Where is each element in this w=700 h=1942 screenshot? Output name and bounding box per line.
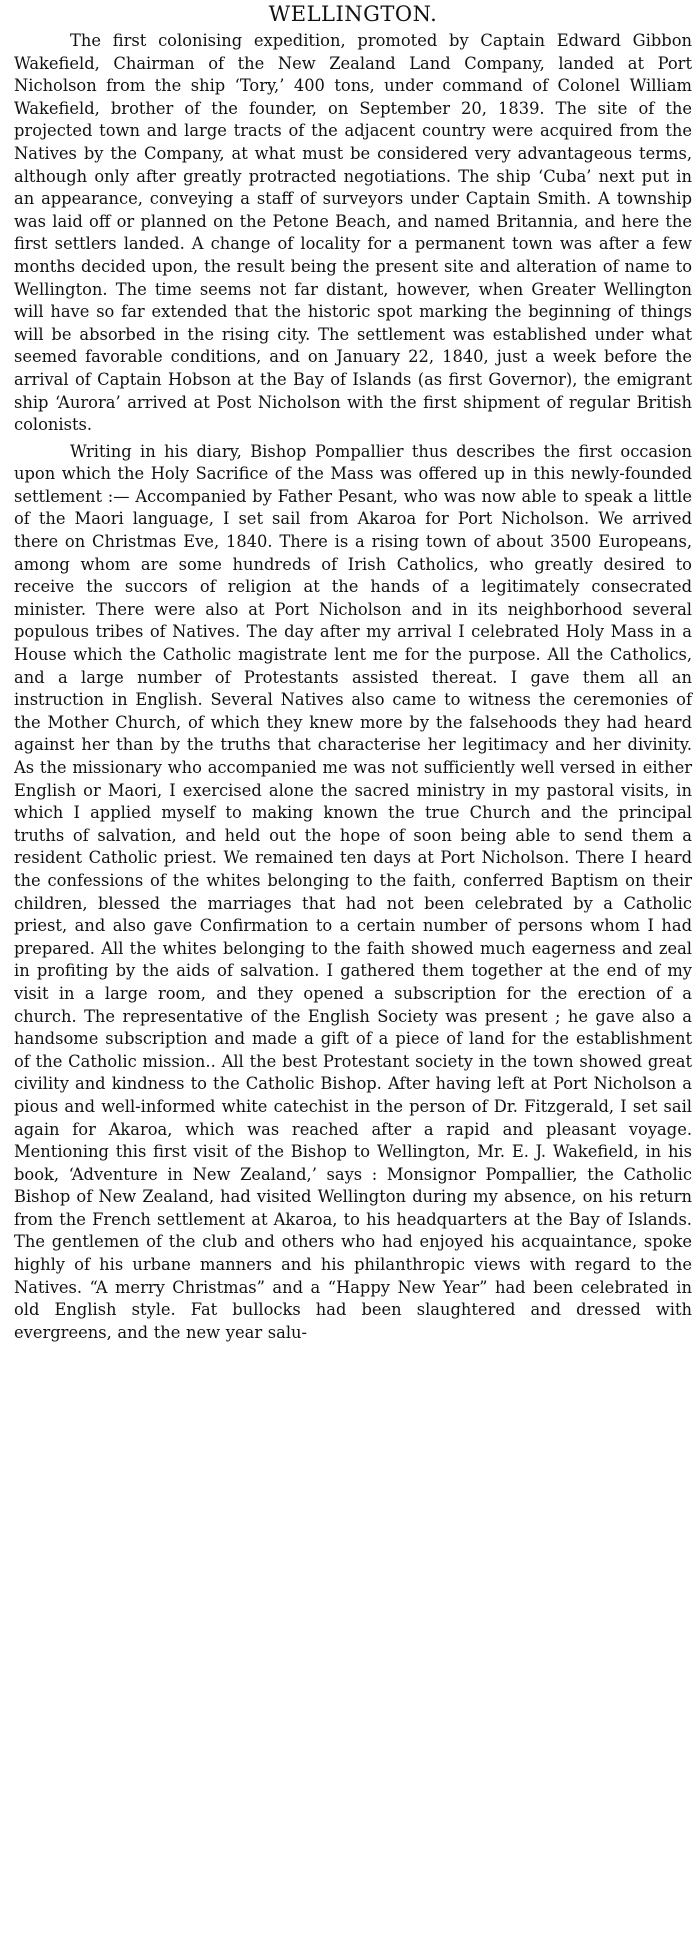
article-title: WELLINGTON. bbox=[268, 2, 438, 26]
article-paragraph-pompallier-diary: Writing in his diary, Bishop Pompallier thus describes the first occasion upon which the Holy Sacrifice of the Mass was offered up in this newly-founded settlement :— Accompanied by Father Pesant, who was now able to speak a little of the Maori language, I set sail from Akaroa for Port Nicholson. We arrived there on Christmas Eve, 1840. There is a rising town of about 3500 Europeans, among whom are some hundreds of Irish Catholics, who greatly desired to receive the succors of religion at the hands of a legitimately consecrated minister. There were also at Port Nicholson and in its neighborhood several populous tribes of Natives. The day after my arrival I celebrated Holy Mass in a House which the Catholic magistrate lent me for the purpose. All the Catholics, and a large number of Protestants assisted thereat. I gave them all an instruction in English. Several Natives also came to witness the ceremonies of the Mother Church, of which they knew more by the falsehoods they had heard against her than by the truths that characterise her legitimacy and her divinity. As the missionary who accompanied me was not sufficiently well versed in either English or Maori, I exercised alone the sacred ministry in my pastoral visits, in which I applied myself to making known the true Church and the principal truths of salvation, and held out the hope of soon being able to send them a resident Catholic priest. We remained ten days at Port Nicholson. There I heard the confessions of the whites belonging to the faith, conferred Baptism on their children, blessed the marriages that had not been celebrated by a Catholic priest, and also gave Confirmation to a certain number of persons whom I had prepared. All the whites belonging to the faith showed much eagerness and zeal in profiting by the aids of salvation. I gathered them together at the end of my visit in a large room, and they opened a subscription for the erection of a church. The representative of the English Society was present ; he gave also a handsome subscription and made a gift of a piece of land for the establishment of the Catholic mission.. All the best Protestant society in the town showed great civility and kindness to the Catholic Bishop. After having left at Port Nicholson a pious and well-informed white catechist in the person of Dr. Fitzgerald, I set sail again for Akaroa, which was reached after a rapid and pleasant voyage. Mentioning this first visit of the Bishop to Wellington, Mr. E. J. Wakefield, in his book, ‘Adventure in New Zealand,’ says : Monsignor Pompallier, the Catholic Bishop of New Zealand, had visited Wellington during my absence, on his return from the French settlement at Akaroa, to his headquarters at the Bay of Islands. The gentlemen of the club and others who had enjoyed his acquaintance, spoke highly of his urbane manners and his philanthropic views with regard to the Natives. “A merry Christmas” and a “Happy New Year” had been celebrated in old English style. Fat bullocks had been slaughtered and dressed with evergreens, and the new year salu- bbox=[14, 441, 692, 1342]
article-paragraph-founding: The first colonising expedition, promoted by Captain Edward Gibbon Wakefield, Chairman of the New Zealand Land Company, landed at Port Nicholson from the ship ‘Tory,’ 400 tons, under command of Colonel William Wakefield, brother of the founder, on September 20, 1839. The site of the projected town and large tracts of the adjacent country were acquired from the Natives by the Company, at what must be considered very advantageous terms, although only after greatly protracted negotiations. The ship ‘Cuba’ next put in an appearance, conveying a staff of surveyors under Captain Smith. A township was laid off or planned on the Petone Beach, and named Britannia, and here the first settlers landed. A change of locality for a permanent town was after a few months decided upon, the result being the present site and alteration of name to Wellington. The time seems not far distant, however, when Greater Wellington will have so far extended that the historic spot marking the beginning of things will be absorbed in the rising city. The settlement was established under what seemed favorable conditions, and on January 22, 1840, just a week before the arrival of Captain Hobson at the Bay of Islands (as first Governor), the emigrant ship ‘Aurora’ arrived at Post Nicholson with the first shipment of regular British colonists. bbox=[14, 31, 692, 435]
